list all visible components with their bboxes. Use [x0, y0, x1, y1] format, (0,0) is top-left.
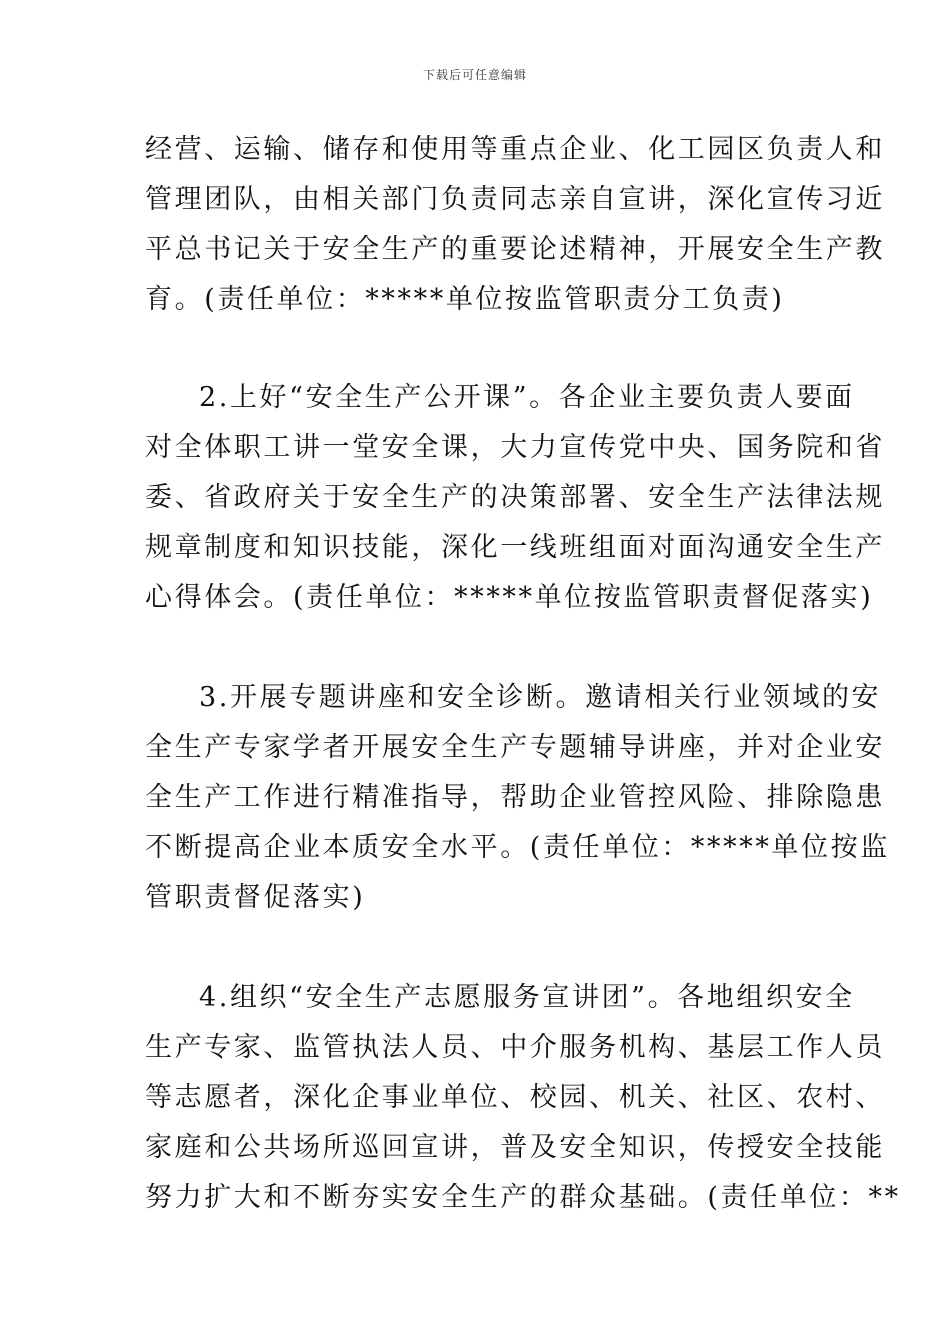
- paragraph-line: 全生产工作进行精准指导，帮助企业管控风险、排除隐患: [145, 782, 885, 813]
- paragraph-line: 对全体职工讲一堂安全课，大力宣传党中央、国务院和省: [145, 432, 885, 463]
- paragraph-line: 等志愿者，深化企事业单位、校园、机关、社区、农村、: [145, 1082, 885, 1113]
- paragraph-line: 心得体会。(责任单位：*****单位按监管职责督促落实): [145, 582, 874, 613]
- paragraph-line: 管职责督促落实): [145, 882, 366, 913]
- page-header: 下载后可任意编辑: [422, 68, 527, 82]
- paragraph-line: 生产专家、监管执法人员、中介服务机构、基层工作人员: [145, 1032, 885, 1063]
- paragraph-line: 规章制度和知识技能，深化一线班组面对面沟通安全生产: [145, 532, 885, 563]
- paragraph-line: 家庭和公共场所巡回宣讲，普及安全知识，传授安全技能: [145, 1132, 885, 1163]
- paragraph-line: 育。(责任单位：*****单位按监管职责分工负责): [145, 284, 785, 315]
- paragraph-line: 经营、运输、储存和使用等重点企业、化工园区负责人和: [145, 134, 885, 165]
- paragraph-line: 委、省政府关于安全生产的决策部署、安全生产法律法规: [145, 482, 885, 513]
- paragraph-line: 2.上好“安全生产公开课”。各企业主要负责人要面: [199, 382, 855, 413]
- paragraph-line: 平总书记关于安全生产的重要论述精神，开展安全生产教: [145, 234, 885, 265]
- paragraph-line: 管理团队，由相关部门负责同志亲自宣讲，深化宣传习近: [145, 184, 885, 215]
- paragraph-line: 不断提高企业本质安全水平。(责任单位：*****单位按监: [145, 832, 890, 863]
- paragraph-line: 努力扩大和不断夯实安全生产的群众基础。(责任单位：**: [145, 1182, 901, 1213]
- paragraph-line: 全生产专家学者开展安全生产专题辅导讲座，并对企业安: [145, 732, 885, 763]
- paragraph-line: 4.组织“安全生产志愿服务宣讲团”。各地组织安全: [199, 982, 855, 1013]
- paragraph-line: 3.开展专题讲座和安全诊断。邀请相关行业领域的安: [199, 682, 882, 713]
